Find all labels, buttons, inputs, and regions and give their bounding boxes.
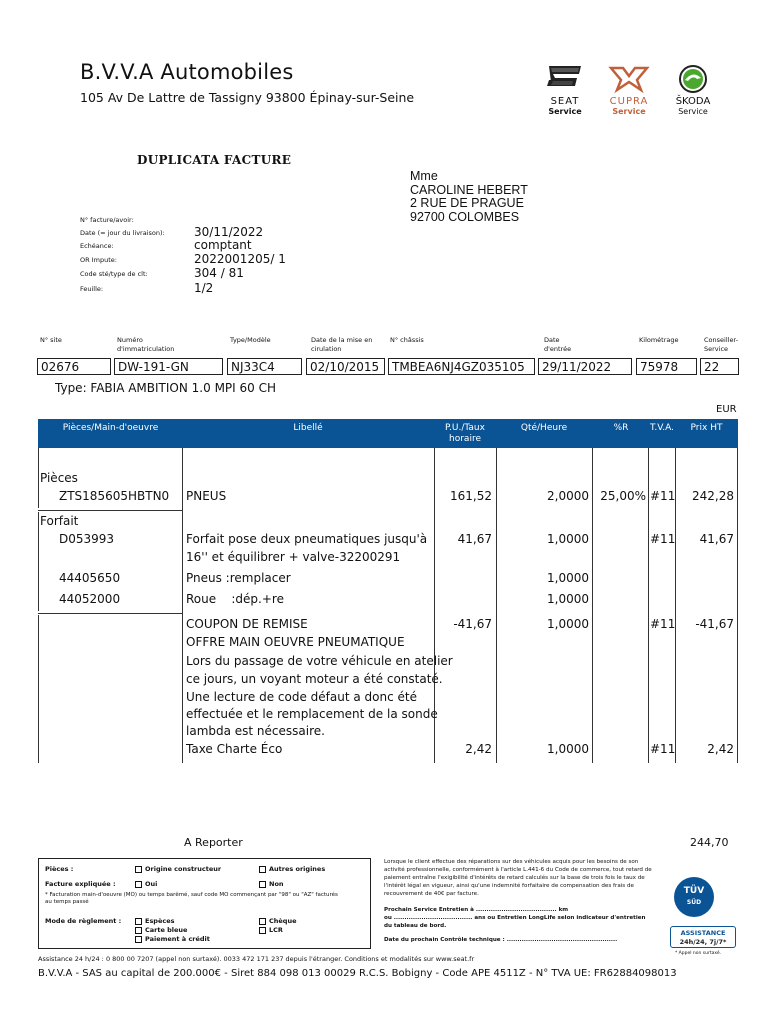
option-no	[259, 880, 284, 888]
meta-label-sheet: Feuille:	[80, 285, 104, 293]
company-name: B.V.V.A Automobiles	[80, 60, 294, 84]
meta-value-or: 2022001205/ 1	[194, 252, 286, 266]
th-pu: P.U./Taux horaire	[445, 423, 485, 444]
skoda-service: Service	[678, 107, 708, 116]
cupra-name: CUPRA	[609, 96, 649, 107]
option-other	[259, 865, 325, 873]
option-yes	[135, 880, 157, 888]
row-label-cont: 16'' et équilibrer + valve-32200291	[186, 550, 401, 564]
assistance-box	[670, 926, 736, 948]
billing-note: * Facturation main-d'oeuvre (MO) ou temps barêmé, sauf code MO commençant par "98" ou "AZ" facturés au temps passé	[45, 892, 338, 905]
checkbox-icon	[259, 866, 266, 873]
th-parts: Pièces/Main-d'oeuvre	[62, 423, 159, 433]
tuv-text: TÜV	[683, 886, 705, 896]
seat-name: SEAT	[550, 96, 580, 107]
row-ht: 242,28	[692, 489, 734, 503]
vehicle-label-advisor: Conseiller-Service	[704, 336, 739, 353]
currency: EUR	[716, 404, 737, 415]
coupon-line2: OFFRE MAIN OEUVRE PNEUMATIQUE	[186, 635, 405, 649]
row-code: 44052000	[59, 592, 121, 606]
vehicle-label-circ: Date de la mise en cirulation	[311, 336, 373, 353]
grid-line	[592, 448, 593, 763]
meta-value-due: comptant	[194, 238, 252, 252]
row-label: PNEUS	[186, 489, 227, 503]
row-pu: 161,52	[450, 489, 492, 503]
option-yes-label: Oui	[145, 880, 158, 888]
grid-line	[38, 615, 39, 763]
vehicle-chassis: TMBEA6NJ4GZ035105	[388, 358, 535, 375]
tax-qty: 1,0000	[547, 742, 589, 756]
vehicle-km: 75978	[636, 358, 697, 375]
vehicle-label-chassis: N° châssis	[390, 336, 424, 344]
checkbox-icon	[135, 936, 142, 943]
coupon-note: ce jours, un voyant moteur a été constaté.	[186, 672, 443, 686]
row-qty: 1,0000	[547, 592, 589, 606]
skoda-name: ŠKODA	[675, 96, 711, 107]
vehicle-site: 02676	[37, 358, 111, 375]
seat-logo	[530, 64, 600, 116]
meta-label-due: Echéance:	[80, 242, 114, 250]
grid-line	[38, 448, 39, 508]
checkbox-icon	[135, 881, 142, 888]
th-qty: Qté/Heure	[520, 423, 568, 433]
row-pr: 25,00%	[600, 489, 646, 503]
option-card	[135, 926, 187, 934]
next-service: Prochain Service Entretien à ...................................... km	[384, 907, 569, 913]
seat-service: Service	[548, 107, 582, 116]
next-inspection: Date du prochain Contrôle technique : ....................................................	[384, 937, 618, 943]
grid-line	[737, 448, 738, 763]
client-title: Mme	[410, 169, 438, 183]
coupon-note: Une lecture de code défaut a donc été	[186, 690, 417, 704]
mode-label: Mode de règlement :	[45, 917, 122, 925]
meta-value-code: 304 / 81	[194, 266, 244, 280]
coupon-tva: #11	[650, 617, 676, 631]
option-cash-label: Espèces	[145, 917, 175, 925]
grid-line	[182, 448, 183, 763]
meta-label-invoice: N° facture/avoir:	[80, 216, 134, 224]
row-label: Pneus :remplacer	[186, 571, 291, 585]
client-address	[410, 170, 528, 224]
row-code: 44405650	[59, 571, 121, 585]
tax-ht: 2,42	[707, 742, 734, 756]
vehicle-label-model: Type/Modèle	[230, 336, 271, 344]
checkbox-icon	[259, 881, 266, 888]
row-qty: 1,0000	[547, 571, 589, 585]
checkbox-icon	[135, 866, 142, 873]
option-origin	[135, 865, 221, 873]
assistance-line: Assistance 24 h/24 : 0 800 00 7207 (appel non surtaxé). 0033 472 171 237 depuis l'étranger. Conditions et modalités sur www.seat.fr	[38, 955, 475, 963]
assistance-hours: 24h/24, 7j/7*	[679, 938, 727, 946]
grid-line	[38, 613, 182, 614]
th-pr: %R	[613, 423, 629, 433]
coupon-qty: 1,0000	[547, 617, 589, 631]
option-cheque-label: Chèque	[269, 917, 297, 925]
vehicle-type: Type: FABIA AMBITION 1.0 MPI 60 CH	[55, 381, 276, 395]
legal-notice	[384, 858, 652, 944]
client-name: CAROLINE HEBERT	[410, 182, 528, 197]
vehicle-circ: 02/10/2015	[306, 358, 385, 375]
client-city: 92700 COLOMBES	[410, 209, 520, 224]
report-value: 244,70	[690, 836, 729, 849]
company-legal-line: B.V.V.A - SAS au capital de 200.000€ - Siret 884 098 013 00029 R.C.S. Bobigny - Code APE 4511Z - N° TVA UE: FR62884098013	[38, 968, 677, 979]
assistance-title: ASSISTANCE	[680, 929, 726, 937]
option-other-label: Autres origines	[269, 865, 326, 873]
vehicle-entry: 29/11/2022	[538, 358, 632, 375]
coupon-note: lambda est nécessaire.	[186, 724, 325, 738]
grid-line	[38, 510, 182, 511]
skoda-logo	[658, 64, 728, 116]
option-origin-label: Origine constructeur	[145, 865, 222, 873]
row-tva: #11	[650, 489, 676, 503]
option-card-label: Carte bleue	[145, 926, 188, 934]
grid-line	[496, 448, 497, 763]
row-label: Roue :dép.+re	[186, 592, 284, 606]
meta-value-sheet: 1/2	[194, 281, 214, 295]
coupon-line1: COUPON DE REMISE	[186, 617, 308, 631]
pieces-label: Pièces :	[45, 865, 74, 873]
coupon-pu: -41,67	[453, 617, 492, 631]
brand-logos	[530, 64, 730, 124]
tax-label: Taxe Charte Éco	[186, 742, 283, 756]
option-cash	[135, 917, 175, 925]
cupra-logo	[594, 64, 664, 116]
next-service-years: ou ..................................... ans ou Entretien LongLife selon indicateur d'entretien du tableau de bord.	[384, 915, 646, 929]
tax-pu: 2,42	[465, 742, 492, 756]
option-credit-label: Paiement à crédit	[145, 935, 210, 943]
coupon-note: Lors du passage de votre véhicule en atelier	[186, 654, 453, 668]
option-cheque	[259, 917, 297, 925]
checkbox-icon	[135, 927, 142, 934]
meta-label-date: Date (= jour du livraison):	[80, 229, 165, 237]
cupra-service: Service	[612, 107, 646, 116]
tax-tva: #11	[650, 742, 676, 756]
tuv-badge-icon	[674, 877, 714, 917]
row-tva: #11	[650, 532, 676, 546]
row-ht: 41,67	[699, 532, 734, 546]
vehicle-label-immat: Numéro d'immatriculation	[117, 336, 175, 353]
assistance-note: * Appel non surtaxé.	[675, 951, 722, 956]
option-lcr	[259, 926, 283, 934]
th-label: Libellé	[293, 423, 323, 433]
section-pieces: Pièces	[40, 471, 78, 485]
facture-label: Facture expliquée :	[45, 880, 116, 888]
payment-box	[38, 858, 371, 949]
meta-label-or: OR Impute:	[80, 256, 117, 264]
legal-text: Lorsque le client effectue des réparations sur des véhicules acquis pour les besoins de son activité professionnelle, conformément à l'article L.441-6 du Code de commerce, tout retard de paiement entraîne l'exigibilité d'intérêts de retard calculés sur la base de trois fois le taux de l'intérêt légal en vigueur, ainsi qu'une indemnité forfaitaire de compensation des frais de recouvrement de 40€ par facture.	[384, 859, 652, 897]
grid-line	[38, 512, 39, 611]
vehicle-advisor: 22	[700, 358, 739, 375]
document-title: DUPLICATA FACTURE	[137, 153, 292, 167]
company-address: 105 Av De Lattre de Tassigny 93800 Épinay-sur-Seine	[80, 90, 415, 105]
report-label: A Reporter	[184, 836, 243, 849]
th-tva: T.V.A.	[649, 423, 674, 433]
table-header	[38, 419, 738, 448]
vehicle-label-km: Kilométrage	[639, 336, 679, 344]
tuv-sud: SÜD	[686, 899, 702, 906]
option-no-label: Non	[269, 880, 284, 888]
vehicle-label-entry: Date d'entrée	[544, 336, 572, 353]
row-pu: 41,67	[457, 532, 492, 546]
seat-icon	[543, 64, 587, 94]
client-street: 2 RUE DE PRAGUE	[410, 196, 524, 210]
option-credit	[135, 935, 210, 943]
row-qty: 1,0000	[547, 532, 589, 546]
vehicle-label-site: N° site	[40, 336, 62, 344]
th-ht: Prix HT	[690, 423, 723, 433]
vehicle-model: NJ33C4	[227, 358, 302, 375]
checkbox-icon	[259, 918, 266, 925]
row-qty: 2,0000	[547, 489, 589, 503]
checkbox-icon	[259, 927, 266, 934]
section-forfait: Forfait	[40, 514, 79, 528]
coupon-note: effectuée et le remplacement de la sonde	[186, 707, 438, 721]
coupon-ht: -41,67	[695, 617, 734, 631]
grid-line	[648, 448, 649, 763]
row-code: ZTS185605HBTN0	[59, 489, 170, 503]
meta-value-date: 30/11/2022	[194, 225, 264, 239]
row-code: D053993	[59, 532, 115, 546]
cupra-icon	[607, 64, 651, 94]
option-lcr-label: LCR	[269, 926, 283, 934]
checkbox-icon	[135, 918, 142, 925]
skoda-icon	[671, 64, 715, 94]
meta-label-code: Code sté/type de clt:	[80, 270, 148, 278]
row-label: Forfait pose deux pneumatiques jusqu'à	[186, 532, 428, 546]
vehicle-immat: DW-191-GN	[114, 358, 223, 375]
